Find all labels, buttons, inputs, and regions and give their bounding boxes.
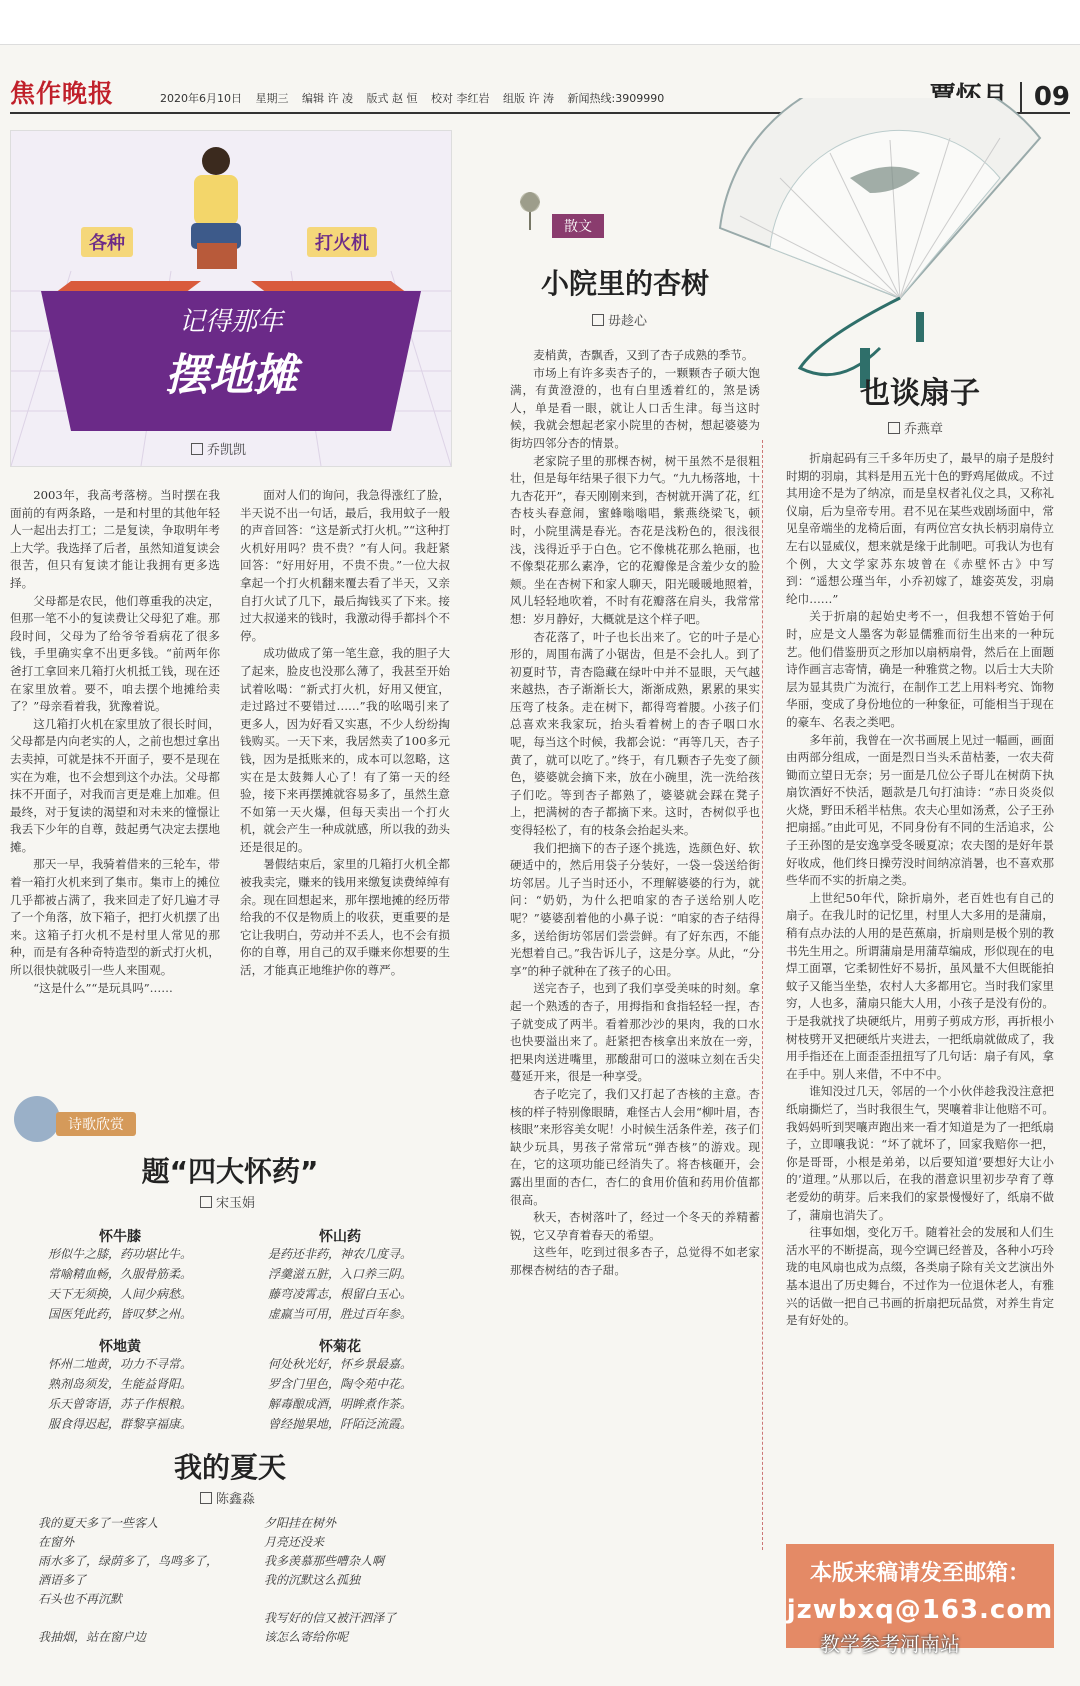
poem-line: 常喻精血畅，久服骨筋柔。 [47,1267,192,1281]
paragraph: 秋天，杏树落叶了，经过一个冬天的养精蓄锐，它又孕育着春天的希望。 [510,1210,760,1242]
prose-section-label: 散文 [552,214,604,238]
page-number: 09 [1020,82,1070,112]
poem-line: 雨水多了，绿荫多了，鸟鸣多了， [38,1554,219,1568]
poem-author: 宋玉娟 [200,1192,255,1211]
art1-author: 乔凯凯 [191,439,246,458]
paragraph: 那天一早，我骑着借来的三轮车，带着一箱打火机来到了集市。集市上的摊位几乎都被占满了，我来回走了好几遍才寻了一个角落，放下箱子，把打火机摆了出来。这箱子打火机不是村里人常见的那种，而是有各种奇特造型的新式打火机，所以很快就吸引一些人来围观。 [10,857,220,978]
poem-line: 形似牛之膝，药功堪比牛。 [47,1247,192,1261]
poem-dihuang-lines [20,1354,220,1434]
paragraph: 面对人们的询问，我急得涨红了脸，半天说不出一句话，最后，我用蚊子一般的声音回答：“这是新式打火机。”“这种打火机好用吗？贵不贵？”有人问。我赶紧回答：“好用好用，不贵不贵。”一位大叔拿起一个打火机翻来覆去看了半天，又亲自打火试了几下，最后掏钱买了下来。接过大叔递来的钱时，我激动得手都抖个不停。 [240,488,450,643]
submission-text: 本版来稿请发至邮箱： [809,1561,1030,1586]
folding-fan-graphic [700,98,1060,398]
poem-line: 天下无须换，人间少病愁。 [47,1287,192,1301]
fan-illustration [700,98,1060,398]
poem-line: 国医凭此药，皆叹梦之州。 [47,1307,192,1321]
masthead-meta [160,90,674,106]
paragraph: 关于折扇的起始史考不一，但我想不管始于何时，应是文人墨客为彰显儒雅而衍生出来的一种玩艺。他们借鉴册页之形加以扇柄扇骨，然后在上面题诗作画言志寄情，确是一种雅赏之物。以后士大夫阶层为显其贵广为流行，在制作工艺上用料考究、饰物华丽，变成了身份地位的一种象征，可能相当于现在的豪车、名表之类吧。 [786,609,1054,729]
poem-juhua-lines [240,1354,440,1434]
label-assorted: 各种 [81,227,133,257]
paragraph: 2003年，我高考落榜。当时摆在我面前的有两条路，一是和村里的其他年轻人一起出去打工；二是复读，争取明年考上大学。我选择了后者，虽然知道复读会很苦，但只有复读才能让我拥有更多选择。 [10,488,220,590]
poem-line: 我抽烟，站在窗户边 [38,1630,147,1644]
poem-line: 在窗外 [38,1535,75,1549]
poem-line: 我写好的信又被汗泗泽了 [264,1611,397,1625]
paragraph: 父母都是农民，他们尊重我的决定，但那一笔不小的复读费让父母犯了难。那段时间，父母为了给爷爷看病花了很多钱，手里确实拿不出更多钱。“前两年你爸打工拿回来几箱打火机抵工钱，现在还在家里放着。要不，咱去摆个地摊给卖了？”母亲看着我，犹豫着说。 [10,593,220,714]
paragraph: 送完杏子，也到了我们享受美味的时刻。拿起一个熟透的杏子，用拇指和食指轻轻一捏，杏子就变成了两半。看着那沙沙的果肉，我的口水也快要溢出来了。赶紧把杏核拿出来放在一旁，把果肉送进嘴里，那酸甜可口的滋味立刻在舌尖蔓延开来，很是一种享受。 [510,981,760,1084]
issue-weekday: 星期三 [255,92,289,105]
poem-line: 我多羡慕那些嘈杂人啊 [264,1554,385,1568]
poem-line: 熟剂岛须发，生能益肾阳。 [47,1377,192,1391]
paragraph: 杏子吃完了，我们又打起了杏核的主意。杏核的样子特别像眼睛，难怪古人会用“柳叶眉，杏核眼”来形容美女呢！小时候生活条件差，孩子们缺少玩具，男孩子常常玩“弹杏核”的游戏。现在，它的这项功能已经消失了。将杏核砸开，会露出里面的杏仁，杏仁的食用价值和药用价值都很高。 [510,1086,760,1207]
poem-line: 月亮还没来 [264,1535,325,1549]
paragraph: 这些年，吃到过很多杏子，总觉得不如老家那棵杏树结的杏子甜。 [510,1245,760,1277]
poem-line: 藤弯凌霄志，根留白玉心。 [267,1287,412,1301]
paragraph: 往事如烟，变化万千。随着社会的发展和人们生活水平的不断提高，现今空调已经普及，各种小巧玲珑的电风扇也成为点缀，各类扇子除有关文艺演出外基本退出了历史舞台，不过作为一位退休老人，有雅兴的话做一把自己书画的折扇把玩品赏，对养生肯定是有好处的。 [786,1225,1054,1328]
group-credit: 组版 许 涛 [503,92,554,105]
label-lighters: 打火机 [307,227,377,257]
poem-shanyao-title: 怀山药 [319,1229,361,1245]
viewer-top-bar [0,0,1080,45]
poem-line: 石头也不再沉默 [38,1592,123,1606]
summer-poem-title: 我的夏天 [173,1451,286,1484]
stall-illustration [10,130,452,467]
poem-line: 我的沉默这么孤独 [264,1573,361,1587]
poem-shanyao-lines [240,1244,440,1324]
paragraph: 多年前，我曾在一次书画展上见过一幅画，画面由两部分组成，一面是烈日当头禾苗枯萎，一农夫荷锄而立望日无奈；另一面是几位公子哥儿在树荫下执扇饮酒好不快活，题款是几句打油诗：“赤日炎炎似火烧，野田禾稻半枯焦。农夫心里如汤煮，公子王孙把扇摇。”由此可见，不同身份有不同的生活追求，公子王孙图的是安逸享受冬暖夏凉；农夫图的是好年景好收成，他们终日操劳没时间纳凉消暑，也不喜欢那些华而不实的折扇之类。 [786,732,1054,888]
poem-line: 怀州二地黄，功力不寻常。 [47,1357,192,1371]
apricot-title: 小院里的杏树 [540,267,709,300]
poem-line: 我的夏天多了一些客人 [38,1516,159,1530]
issue-date: 2020年6月10日 [160,92,242,105]
poem-dihuang-title: 怀地黄 [99,1339,141,1355]
article-apricot-body [510,347,760,1572]
article-fan-body [786,450,1054,1540]
poem-line: 曾经抛果地，阡陌泛流霞。 [267,1417,412,1431]
flower-icon [510,182,550,232]
poetry-section-badge [14,1096,60,1142]
poem-niuxi-lines [20,1244,220,1324]
layout-credit: 版式 赵 恒 [366,92,418,105]
section-title: 覃怀月 [929,82,1008,112]
paragraph: 成功做成了第一笔生意，我的胆子大了起来，脸皮也没那么薄了，我甚至开始试着吆喝：“新式打火机，好用又便宜，走过路过不要错过……”我的吆喝引来了更多人，因为好看又实惠，不少人纷纷掏钱购买。一天下来，我居然卖了100多元钱，因为是抵账来的，成本可以忽略，这实在是太鼓舞人心了！有了第一天的经验，接下来再摆摊就容易多了，虽然生意不如第一天火爆，但每天卖出一个打火机，就会产生一种成就感，所以我的劲头还是很足的。 [240,646,450,854]
poem-title: 题“四大怀药” [141,1155,319,1188]
summer-poem-author: 陈鑫淼 [200,1488,255,1507]
poem-line: 虚羸当可用，胜过百年参。 [267,1307,412,1321]
submission-email[interactable]: jzwbxq@163.com [786,1595,1054,1625]
poem-line: 浮羹滋五脏，入口养三阴。 [267,1267,412,1281]
paragraph: 市场上有许多卖杏子的，一颗颗杏子硕大饱满，有黄澄澄的，也有白里透着红的，煞是诱人，单是看一眼，就让人口舌生津。每当这时候，我就会想起老家小院里的杏树，想起婆婆为街坊四邻分杏的情景。 [510,365,760,450]
summer-poem-left [38,1514,248,1647]
wechat-watermark: 教学参考河南站 [820,1632,960,1656]
poem-line: 夕阳挂在树外 [264,1516,337,1530]
newspaper-logo: 焦作晚报 [10,79,115,108]
summer-poem-right [264,1514,454,1647]
poetry-section-label: 诗歌欣赏 [56,1112,136,1136]
poem-niuxi-title: 怀牛膝 [99,1229,141,1245]
poem-line: 服食得迟起，群黎享福康。 [47,1417,192,1431]
apricot-author: 毋趁心 [592,310,647,329]
paragraph: 这几箱打火机在家里放了很长时间，父母都是内向老实的人，之前也想过拿出去卖掉，可就是抹不开面子，要不是现在实在为难，也不会想到这个办法。父母都抹不开面子，对我而言更是难上加难。但最终，对于复读的渴望和对未来的憧憬让我丢下少年的自尊，鼓起勇气决定去摆地摊。 [10,716,220,854]
news-hotline: 新闻热线:3909990 [567,92,665,105]
paragraph: “这是什么”“是玩具吗”…… [33,980,173,995]
poem-line: 解毒酿成酒，明眸煮作茶。 [267,1397,412,1411]
poem-line: 何处秋光好，怀乡景最嘉。 [267,1357,412,1371]
paragraph: 暑假结束后，家里的几箱打火机全都被我卖完，赚来的钱用来缴复读费绰绰有余。现在回想起来，那年摆地摊的经历带给我的不仅是物质上的收获，更重要的是它让我明白，劳动并不丢人，也不会有损你的自尊，用自己的双手赚来你想要的生活，才能真正地维护你的尊严。 [240,857,450,978]
paragraph: 上世纪50年代，除折扇外，老百姓也有自己的扇子。在我儿时的记忆里，村里人大多用的是蒲扇，稍有点办法的人用的是芭蕉扇，折扇则是极个别的教书先生用之。所谓蒲扇是用蒲草编成，形似现在的电焊工面罩，它柔韧性好不易折，虽风量不大但既能拍蚊子又能当坐垫，农村人大多都用它。当时我们家里穷，人也多，蒲扇只能大人用，小孩子是没有份的。于是我就找了块硬纸片，用剪子剪成方形，再折根小树枝劈开叉把硬纸片夹进去，一把纸扇就做成了，我用手指还在上面歪歪扭扭写了几句话：扇子有风，拿在手中。别人来借，不中不中。 [786,890,1054,1081]
poem-line: 是药还非药，神农几度寻。 [267,1247,412,1261]
art-title-line1: 记得那年 [178,307,283,337]
poem-line: 罗含门里色，陶令苑中花。 [267,1377,412,1391]
paragraph: 我们把摘下的杏子逐个挑选，选颜色好、软硬适中的，然后用袋子分装好，一袋一袋送给街坊邻居。儿子当时还小，不理解婆婆的行为，就问：“奶奶，为什么把咱家的杏子送给别人吃呢？”婆婆刮着他的小鼻子说：“咱家的杏子结得多，送给街坊邻居们尝尝鲜。有了好东西，不能光想着自己。”我告诉儿子，这是分享。从此，“分享”的种子就种在了孩子的心田。 [510,840,760,978]
editor-credit: 编辑 许 凌 [302,92,353,105]
paragraph: 老家院子里的那棵杏树，树干虽然不是很粗壮，但是每年结果子很下力气。“九九杨落地，十九杏花开”，春天刚刚来到，杏树就开满了花，红杏枝头春意闹，蜜蜂嗡嗡唱，紫燕绕梁飞，顿时，小院里满是春光。杏花是浅粉色的，很浅很浅，浅得近乎于白色。它不像桃花那么艳丽，也不像梨花那么素净，它的花瓣像是含羞少女的脸颊。坐在杏树下和家人聊天，阳光暖暖地照着，风儿轻轻地吹着，不时有花瓣落在肩头，我常常想：岁月静好，大概就是这个样子吧。 [510,453,760,626]
fan-author: 乔燕章 [888,418,943,437]
poem-line [264,1590,454,1609]
paragraph: 谁知没过几天，邻居的一个小伙伴趁我没注意把纸扇撕烂了，当时我很生气，哭嚷着非让他赔不可。我妈妈听到哭嚷声跑出来一看才知道是为了一把纸扇子，立即嚷我说：“坏了就坏了，回家我赔你一把，你是哥哥，小根是弟弟，以后要知道‘要想好大让小的’道理。”从那以后，在我的潜意识里初步孕育了尊老爱幼的萌芽。后来我们的家景慢慢好了，纸扇不做了，蒲扇也消失了。 [786,1084,1054,1222]
proof-credit: 校对 李红岩 [431,92,490,105]
poem-line: 该怎么寄给你呢 [264,1630,349,1644]
poem-line: 乐天曾寄语，苏子作根粮。 [47,1397,192,1411]
poem-juhua-title: 怀菊花 [319,1339,361,1355]
article-stall-col2 [240,487,450,1067]
paragraph: 麦梢黄，杏飘香，又到了杏子成熟的季节。 [533,348,754,362]
poem-line: 酒语多了 [38,1573,87,1587]
art-title-line2: 摆地摊 [165,350,297,401]
article-stall-col1 [10,487,220,1067]
column-divider [762,440,763,1550]
fan-title: 也谈扇子 [860,376,980,411]
paragraph: 杏花落了，叶子也长出来了。它的叶子是心形的，周围布满了小锯齿，但是不会扎人。到了初夏时节，青杏隐藏在绿叶中并不显眼，天气越来越热，杏子渐渐长大，渐渐成熟，累累的果实压弯了枝条。走在树下，都得弯着腰。小孩子们总喜欢来我家玩，抬头看着树上的杏子咽口水呢，每当这个时候，我都会说：“再等几天，杏子黄了，就可以吃了。”终于，有几颗杏子先变了颜色，婆婆就会摘下来，放在小碗里，洗一洗给孩子们吃。等到杏子都熟了，婆婆就会踩在凳子上，把满树的杏子都摘下来。这时，杏树似乎也变得轻松了，有的枝条会抬起头来。 [510,629,760,838]
stall-illustration-graphic [11,131,451,466]
paragraph: 折扇起码有三千多年历史了，最早的扇子是殷纣时期的羽扇，其料是用五光十色的野鸡尾做成。不过其用途不是为了纳凉，而是皇权者礼仪之具，又称礼仪扇，后为皇帝专用。君不见在某些戏剧场面中，常见皇帝端坐的龙椅后面，有两位宫女执长柄羽扇侍立左右以显威仪，想来就是缘于此制吧。可我认为也有个例，大文学家苏东坡曾在《赤壁怀古》中写到：“遥想公瑾当年，小乔初嫁了，雄姿英发，羽扇纶巾……” [786,451,1054,606]
poem-line [38,1609,248,1628]
prose-section-icon [510,182,550,232]
